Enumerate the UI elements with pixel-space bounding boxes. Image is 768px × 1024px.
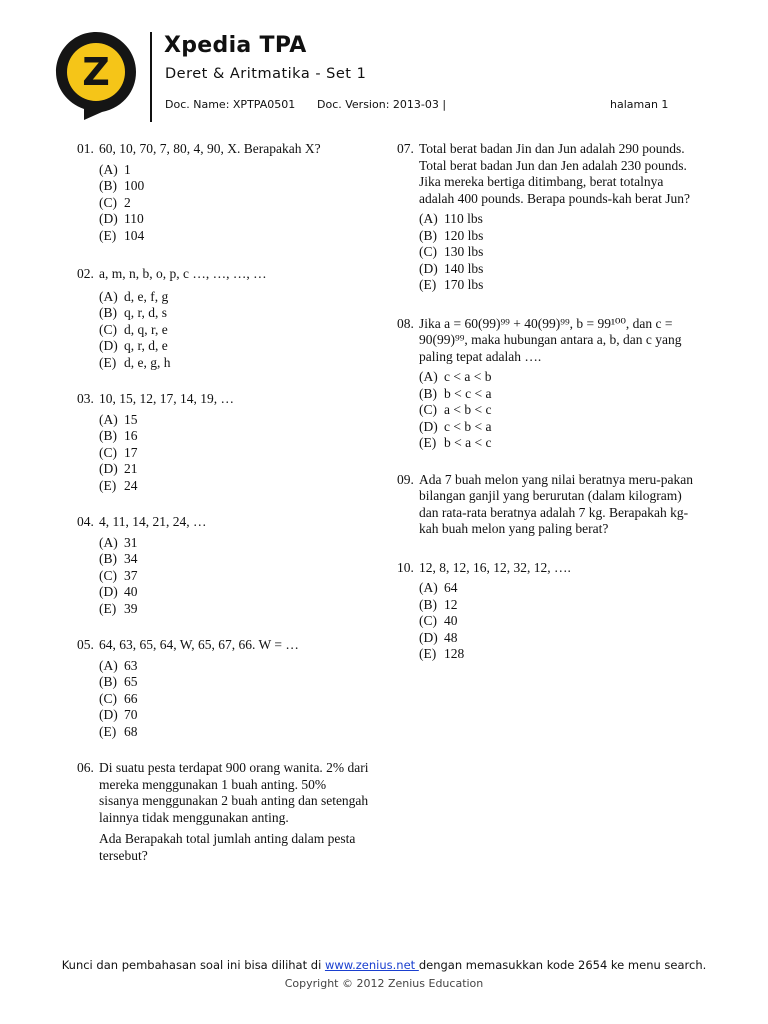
option-letter: (C) xyxy=(99,444,117,460)
option-text: 100 xyxy=(124,178,145,193)
option-letter: (A) xyxy=(99,288,118,304)
question-text: Di suatu pesta terdapat 900 orang wanita. 2% dari mereka menggunakan 1 buah anting. 50% sisanya menggunakan 2 buah anting dan setengah lainnya tidak menggunakan anting. xyxy=(99,760,369,825)
option-c xyxy=(99,322,369,339)
option-text: c < b < a xyxy=(444,418,492,434)
question-text: Jika a = 60(99)⁹⁹ + 40(99)⁹⁹, b = 99¹⁰⁰, dan c = 90(99)⁹⁹, maka hubungan antara a, b, dan c yang paling tepat adalah …. xyxy=(419,315,682,364)
option-d xyxy=(419,630,697,647)
option-letter: (C) xyxy=(419,402,437,417)
question-number: 01. xyxy=(77,141,94,156)
option-e xyxy=(419,277,697,294)
option-letter: (C) xyxy=(99,690,117,706)
footer-text-after: dengan memasukkan kode 2654 ke menu search. xyxy=(418,958,707,972)
option-list xyxy=(77,162,369,245)
option-letter: (C) xyxy=(419,613,437,628)
option-text: 130 lbs xyxy=(444,244,484,259)
question-05 xyxy=(77,637,369,740)
option-d xyxy=(99,584,369,601)
zenius-link[interactable]: www.zenius.net xyxy=(324,958,419,972)
question-number: 05. xyxy=(77,637,94,652)
option-b xyxy=(99,305,369,322)
question-text: Ada 7 buah melon yang nilai beratnya meru-pakan bilangan ganjil yang berurutan (dalam kilogram) dan rata-rata beratnya adalah 7 kg. Berapakah kg-kah buah melon yang paling berat? xyxy=(419,471,694,536)
option-letter: (E) xyxy=(99,723,117,739)
option-d xyxy=(419,419,697,436)
option-letter: (D) xyxy=(419,418,438,434)
option-text: d, e, g, h xyxy=(124,354,171,370)
footer-text-before: Kunci dan pembahasan soal ini bisa dilihat di xyxy=(61,958,325,972)
option-c xyxy=(99,195,369,212)
option-b xyxy=(99,178,369,195)
header-divider xyxy=(150,32,152,122)
question-text: a, m, n, b, o, p, c …, …, …, … xyxy=(99,266,267,281)
option-letter: (E) xyxy=(419,277,437,292)
question-09 xyxy=(397,472,697,538)
option-letter: (C) xyxy=(99,194,117,210)
option-letter: (E) xyxy=(99,227,117,243)
option-a xyxy=(99,658,369,675)
option-letter: (C) xyxy=(99,321,117,337)
question-number: 04. xyxy=(77,514,94,529)
option-list xyxy=(397,211,697,294)
option-text: 110 xyxy=(124,211,144,226)
question-number: 03. xyxy=(77,391,94,406)
footer-note xyxy=(0,958,768,972)
copyright: Copyright © 2012 Zenius Education xyxy=(284,977,484,990)
option-text: d, q, r, e xyxy=(124,321,168,337)
option-a xyxy=(419,369,697,386)
option-a xyxy=(419,580,697,597)
option-a xyxy=(99,162,369,179)
option-text: 110 lbs xyxy=(444,211,483,226)
option-d xyxy=(99,338,369,355)
option-b xyxy=(419,228,697,245)
option-list xyxy=(77,289,369,372)
option-letter: (B) xyxy=(99,178,117,193)
option-c xyxy=(419,244,697,261)
option-letter: (A) xyxy=(419,580,438,595)
logo-letter: Z xyxy=(82,50,110,94)
question-text: 10, 15, 12, 17, 14, 19, … xyxy=(99,391,234,406)
option-list xyxy=(77,412,369,495)
question-08 xyxy=(397,316,697,452)
option-letter: (D) xyxy=(99,707,118,722)
option-b xyxy=(99,428,369,445)
option-text: 64 xyxy=(444,580,458,595)
question-text: 60, 10, 70, 7, 80, 4, 90, X. Berapakah X? xyxy=(99,141,321,156)
doc-name: Doc. Name: XPTPA0501 xyxy=(165,98,296,111)
option-letter: (A) xyxy=(99,657,118,673)
page-number: halaman 1 xyxy=(610,98,669,111)
option-text: 40 xyxy=(444,613,458,628)
option-text: 104 xyxy=(124,227,145,243)
option-letter: (E) xyxy=(99,600,117,616)
zenius-logo xyxy=(54,30,138,120)
option-text: 48 xyxy=(444,629,458,645)
option-text: 120 lbs xyxy=(444,227,484,243)
option-text: 31 xyxy=(124,534,138,550)
option-letter: (B) xyxy=(419,596,437,612)
option-text: 63 xyxy=(124,657,138,673)
question-text: 4, 11, 14, 21, 24, … xyxy=(99,514,207,529)
option-e xyxy=(99,601,369,618)
option-a xyxy=(419,211,697,228)
option-c xyxy=(419,402,697,419)
option-text: 65 xyxy=(124,674,138,689)
option-text: 128 xyxy=(444,646,465,661)
doc-subtitle: Deret & Aritmatika - Set 1 xyxy=(165,66,367,82)
option-text: 21 xyxy=(124,461,138,476)
option-letter: (D) xyxy=(99,584,118,599)
question-02 xyxy=(77,266,369,371)
option-c xyxy=(99,445,369,462)
option-text: 17 xyxy=(124,444,138,460)
option-list xyxy=(77,535,369,618)
option-text: 1 xyxy=(124,161,131,177)
option-text: q, r, d, e xyxy=(124,338,168,353)
option-text: c < a < b xyxy=(444,369,492,384)
doc-title: Xpedia TPA xyxy=(164,33,307,58)
option-list xyxy=(397,369,697,452)
option-c xyxy=(419,613,697,630)
option-b xyxy=(419,386,697,403)
question-number: 07. xyxy=(397,141,414,156)
option-e xyxy=(99,355,369,372)
option-list xyxy=(397,580,697,663)
question-text: 12, 8, 12, 16, 12, 32, 12, …. xyxy=(419,559,571,575)
option-letter: (B) xyxy=(99,428,117,443)
option-text: 2 xyxy=(124,194,131,210)
option-c xyxy=(99,568,369,585)
option-letter: (C) xyxy=(99,567,117,583)
option-letter: (E) xyxy=(99,354,117,370)
option-text: 12 xyxy=(444,596,458,612)
option-text: b < a < c xyxy=(444,435,492,450)
option-d xyxy=(99,211,369,228)
option-letter: (A) xyxy=(99,411,118,427)
option-letter: (A) xyxy=(99,161,118,177)
option-text: 66 xyxy=(124,690,138,706)
option-e xyxy=(419,435,697,452)
option-list xyxy=(77,658,369,741)
option-text: 34 xyxy=(124,551,138,566)
question-text: 64, 63, 65, 64, W, 65, 67, 66. W = … xyxy=(99,637,299,652)
option-letter: (D) xyxy=(419,629,438,645)
question-03 xyxy=(77,391,369,494)
option-a xyxy=(99,535,369,552)
option-d xyxy=(99,707,369,724)
option-text: 170 lbs xyxy=(444,277,484,292)
question-number: 09. xyxy=(397,471,414,487)
option-text: 24 xyxy=(124,477,138,493)
question-followup: Ada Berapakah total jumlah anting dalam pesta tersebut? xyxy=(99,831,356,863)
option-letter: (D) xyxy=(419,260,438,276)
option-text: 40 xyxy=(124,584,138,599)
option-e xyxy=(99,724,369,741)
option-text: 15 xyxy=(124,411,138,427)
option-letter: (B) xyxy=(99,551,117,566)
option-e xyxy=(99,228,369,245)
option-text: q, r, d, s xyxy=(124,305,167,320)
right-column xyxy=(397,141,697,663)
left-column xyxy=(77,141,369,864)
option-letter: (D) xyxy=(99,211,118,226)
option-b xyxy=(419,597,697,614)
option-letter: (C) xyxy=(419,244,437,259)
doc-version: Doc. Version: 2013-03 | xyxy=(317,98,447,111)
question-number: 08. xyxy=(397,315,414,331)
option-a xyxy=(99,289,369,306)
option-letter: (B) xyxy=(99,305,117,320)
option-b xyxy=(99,551,369,568)
option-c xyxy=(99,691,369,708)
option-letter: (E) xyxy=(419,646,437,661)
option-letter: (A) xyxy=(419,369,438,384)
option-letter: (B) xyxy=(419,385,437,401)
question-text: Total berat badan Jin dan Jun adalah 290 pounds. Total berat badan Jun dan Jen adalah 230 pounds. Jika mereka bertiga ditimbang, berat totalnya adalah 400 pounds. Berapa pounds-kah berat Jun? xyxy=(419,141,691,206)
option-text: d, e, f, g xyxy=(124,288,169,304)
option-text: 68 xyxy=(124,723,138,739)
option-text: 70 xyxy=(124,707,138,722)
question-number: 10. xyxy=(397,559,414,575)
option-a xyxy=(99,412,369,429)
option-text: 140 lbs xyxy=(444,260,484,276)
option-letter: (B) xyxy=(419,227,437,243)
question-01 xyxy=(77,141,369,244)
option-letter: (E) xyxy=(99,477,117,493)
question-07 xyxy=(397,141,697,294)
option-e xyxy=(419,646,697,663)
option-letter: (E) xyxy=(419,435,437,450)
question-04 xyxy=(77,514,369,617)
option-text: 39 xyxy=(124,600,138,616)
option-text: 16 xyxy=(124,428,138,443)
option-text: 37 xyxy=(124,567,138,583)
question-number: 02. xyxy=(77,266,94,281)
option-letter: (D) xyxy=(99,461,118,476)
option-letter: (A) xyxy=(419,211,438,226)
option-text: a < b < c xyxy=(444,402,492,417)
option-b xyxy=(99,674,369,691)
option-d xyxy=(99,461,369,478)
option-e xyxy=(99,478,369,495)
question-10 xyxy=(397,560,697,663)
question-06 xyxy=(77,760,369,864)
question-number: 06. xyxy=(77,760,94,775)
option-text: b < c < a xyxy=(444,385,492,401)
option-letter: (D) xyxy=(99,338,118,353)
option-d xyxy=(419,261,697,278)
option-letter: (B) xyxy=(99,674,117,689)
option-letter: (A) xyxy=(99,534,118,550)
